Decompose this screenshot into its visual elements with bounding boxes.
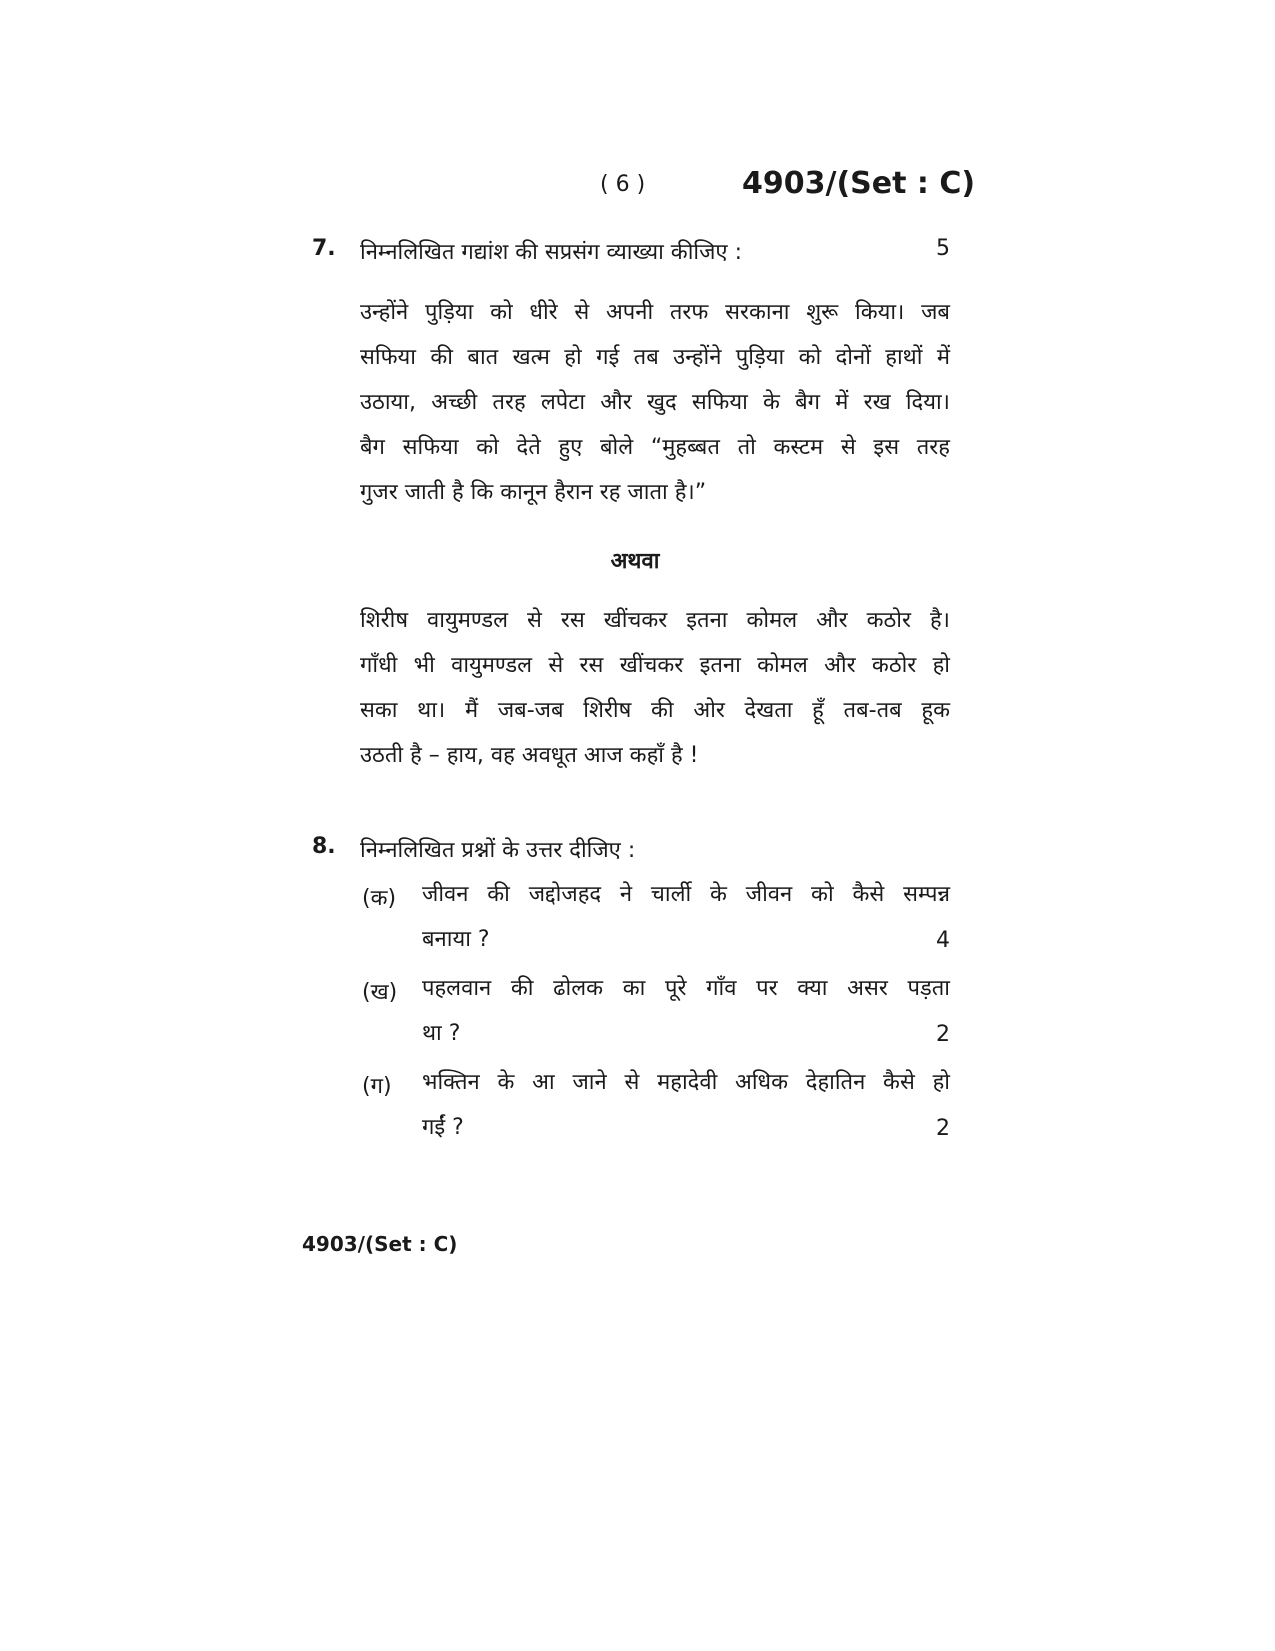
passage-line: शिरीष वायुमण्डल से रस खींचकर इतना कोमल और कठोर है।: [360, 608, 950, 633]
passage-line: उठती है – हाय, वह अवधूत आज कहाँ है !: [360, 743, 699, 768]
passage-line: गुजर जाती है कि कानून हैरान रह जाता है।”: [360, 480, 707, 505]
question-7-text: निम्नलिखित गद्यांश की सप्रसंग व्याख्या कीजिए :: [360, 240, 742, 265]
question-8-part-text: [422, 966, 950, 1056]
passage-line: सका था। मैं जब-जब शिरीष की ओर देखता हूँ तब-तब हूक: [360, 698, 950, 723]
part-line: पहलवान की ढोलक का पूरे गाँव पर क्या असर पड़ता: [422, 976, 950, 1001]
question-8-part-label: (ग): [362, 1074, 392, 1099]
part-line: बनाया ?: [422, 927, 490, 952]
question-8-text: निम्नलिखित प्रश्नों के उत्तर दीजिए :: [360, 838, 636, 863]
part-line: था ?: [422, 1021, 461, 1046]
page-number: ( 6 ): [600, 172, 646, 197]
question-8-number: 8.: [312, 834, 336, 859]
question-8-part-label: (ख): [362, 980, 398, 1005]
question-8-part-text: [422, 1060, 950, 1150]
passage-line: बैग सफिया को देते हुए बोले “मुहब्बत तो कस्टम से इस तरह: [360, 435, 950, 460]
question-7-marks: 5: [936, 236, 950, 261]
part-line: गईं ?: [422, 1115, 464, 1140]
question-7-number: 7.: [312, 236, 336, 261]
or-separator: अथवा: [610, 549, 660, 574]
paper-code-header: 4903/(Set : C): [742, 166, 976, 201]
question-8-part-marks: 2: [936, 1116, 950, 1141]
question-8-part-marks: 4: [936, 928, 950, 953]
paper-code-footer: 4903/(Set : C): [302, 1232, 458, 1256]
question-8-part-text: [422, 872, 950, 962]
passage-line: उठाया, अच्छी तरह लपेटा और खुद सफिया के बैग में रख दिया।: [360, 390, 950, 415]
question-8-part-marks: 2: [936, 1022, 950, 1047]
passage-line: गाँधी भी वायुमण्डल से रस खींचकर इतना कोमल और कठोर हो: [360, 653, 950, 678]
question-7-passage-2: [360, 598, 950, 778]
part-line: जीवन की जद्दोजहद ने चार्ली के जीवन को कैसे सम्पन्न: [422, 882, 950, 907]
question-7-passage-1: [360, 290, 950, 515]
passage-line: उन्होंने पुड़िया को धीरे से अपनी तरफ सरकाना शुरू किया। जब: [360, 300, 950, 325]
part-line: भक्तिन के आ जाने से महादेवी अधिक देहातिन कैसे हो: [422, 1070, 950, 1095]
passage-line: सफिया की बात खत्म हो गई तब उन्होंने पुड़िया को दोनों हाथों में: [360, 345, 950, 370]
question-8-part-label: (क): [362, 886, 397, 911]
